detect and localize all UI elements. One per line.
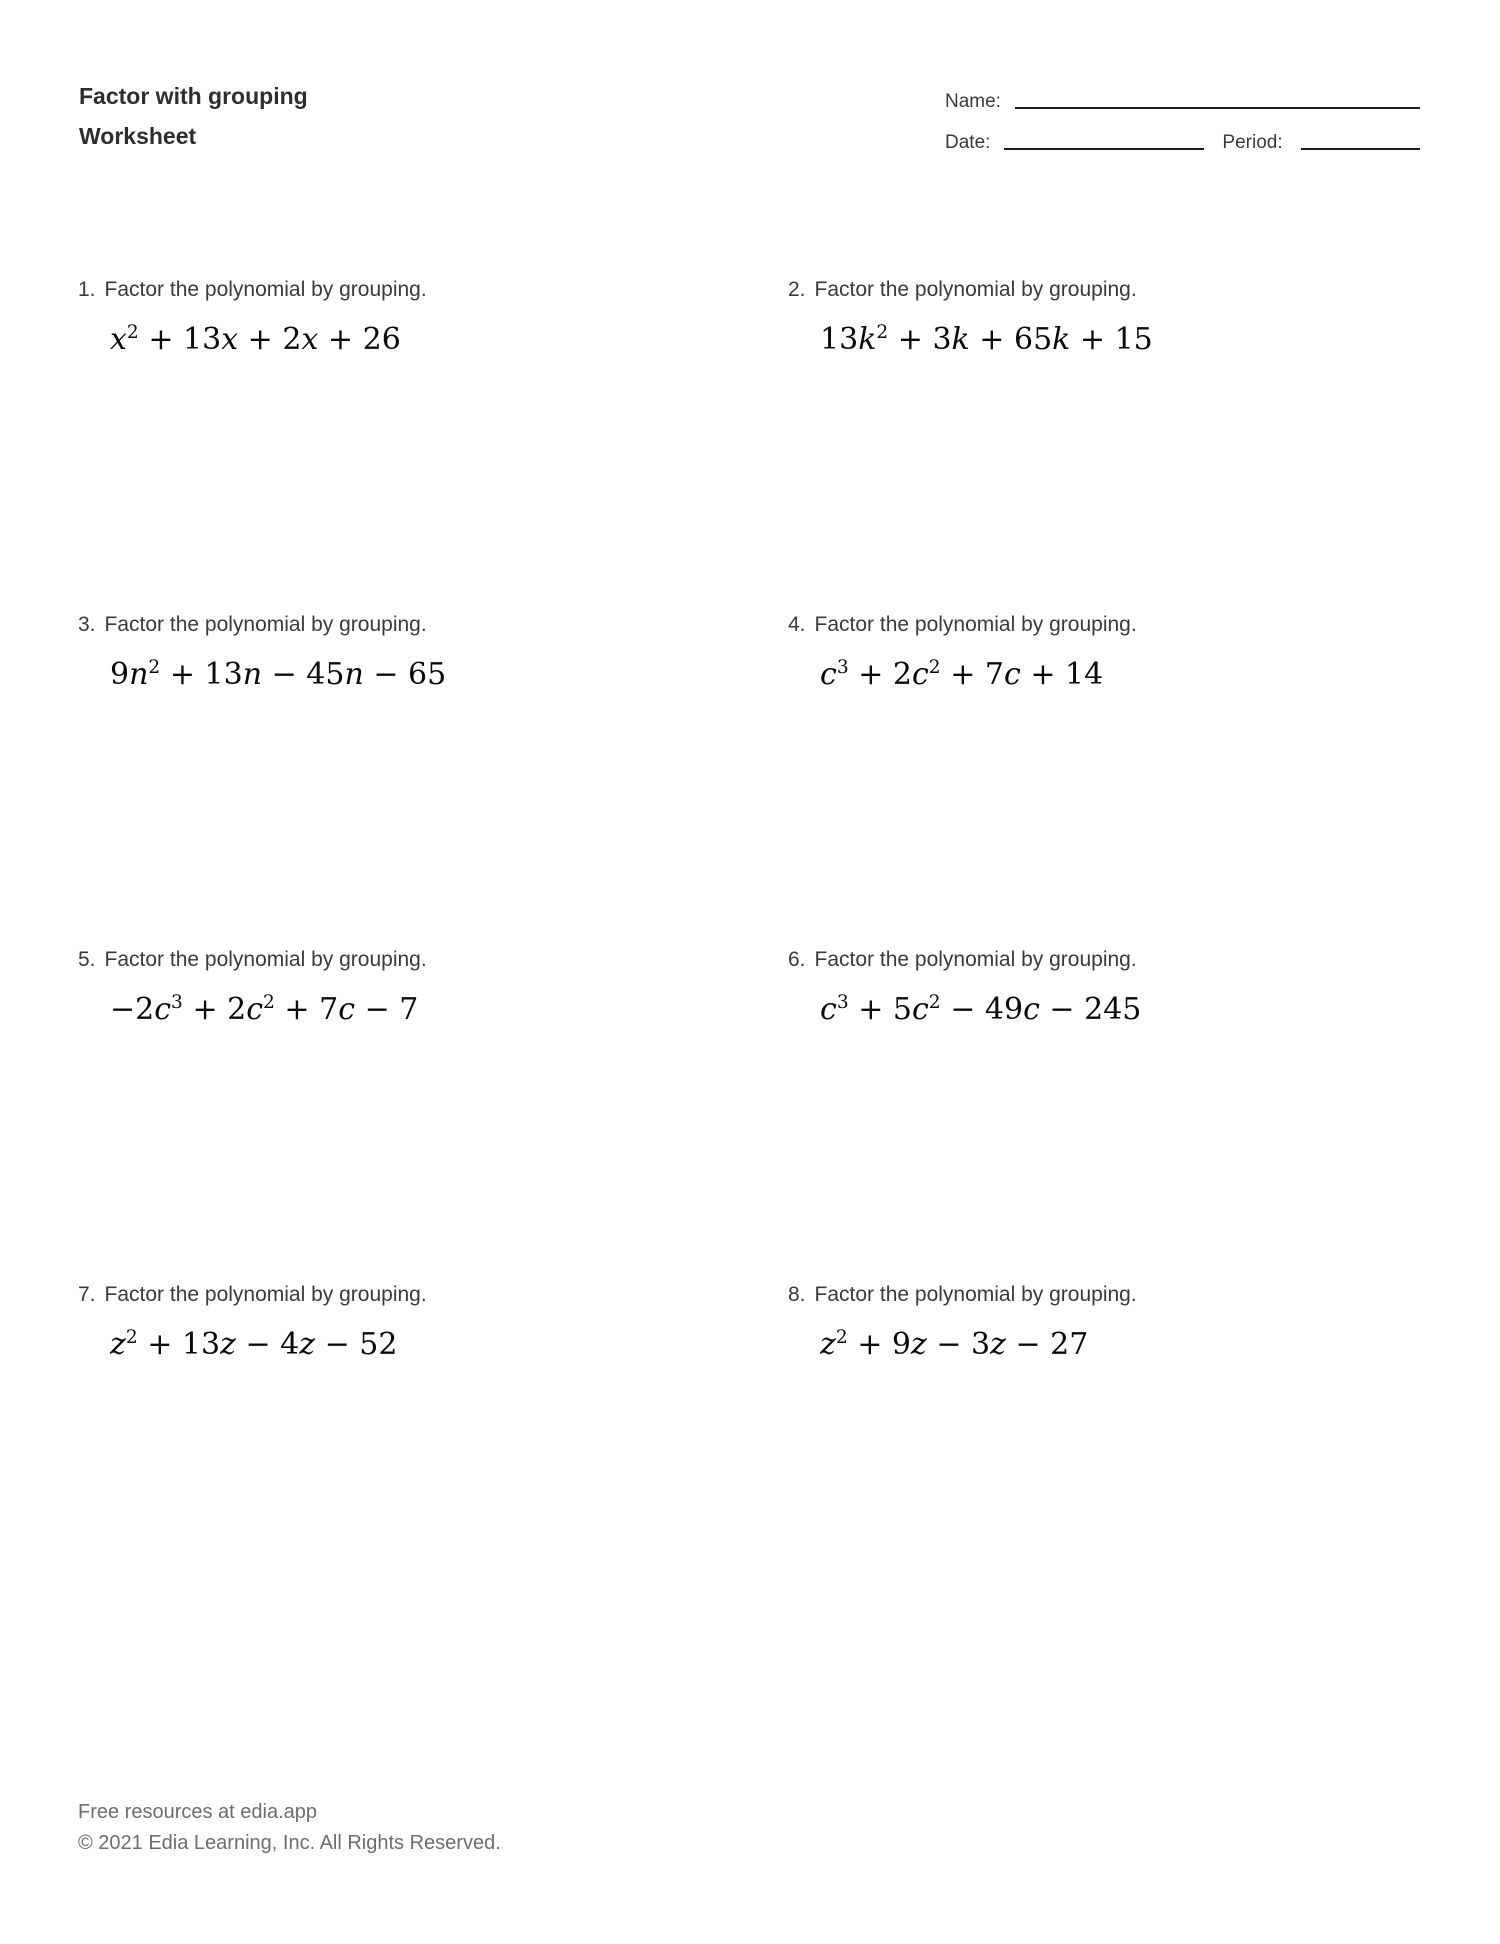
problem-expression: $z^2 + 13z - 4z - 52$ [110, 1327, 398, 1362]
footer-copyright-text: © 2021 Edia Learning, Inc. All Rights Reserved. [78, 1832, 501, 1854]
student-info [945, 90, 1420, 155]
name-row [945, 90, 1420, 114]
problem-expression: $c^3 + 5c^2 - 49c - 245$ [820, 992, 1142, 1027]
problem-number: 3. [78, 613, 96, 636]
name-blank-line [1015, 106, 1420, 109]
prompt-text: Factor the polynomial by grouping. [104, 948, 427, 971]
problem-item-1 [78, 276, 788, 359]
problem-number: 2. [788, 278, 806, 301]
date-period-row [945, 131, 1420, 155]
problem-item-8 [788, 1281, 1418, 1364]
title-line-1: Factor with grouping [79, 83, 308, 109]
problems-grid [78, 276, 1418, 1616]
footer [78, 1797, 501, 1859]
problem-item-5 [78, 946, 788, 1029]
problem-prompt [788, 946, 1418, 974]
problem-number: 5. [78, 948, 96, 971]
problem-number: 6. [788, 948, 806, 971]
problem-item-6 [788, 946, 1418, 1029]
problem-item-7 [78, 1281, 788, 1364]
prompt-text: Factor the polynomial by grouping. [104, 1283, 427, 1306]
problem-prompt [78, 611, 788, 639]
date-blank-line [1004, 147, 1204, 150]
problem-item-2 [788, 276, 1418, 359]
problem-expression: $z^2 + 9z - 3z - 27$ [820, 1327, 1089, 1362]
problem-number: 8. [788, 1283, 806, 1306]
problem-item-3 [78, 611, 788, 694]
prompt-text: Factor the polynomial by grouping. [814, 613, 1137, 636]
problem-prompt [788, 611, 1418, 639]
problem-number: 4. [788, 613, 806, 636]
date-label: Date: [945, 132, 991, 153]
problem-prompt [788, 1281, 1418, 1309]
problem-item-4 [788, 611, 1418, 694]
problem-expression: $x^2 + 13x + 2x + 26$ [110, 322, 401, 357]
footer-resources-text: Free resources at edia.app [78, 1801, 318, 1823]
worksheet-title [79, 76, 308, 156]
prompt-text: Factor the polynomial by grouping. [814, 278, 1137, 301]
prompt-text: Factor the polynomial by grouping. [104, 613, 427, 636]
prompt-text: Factor the polynomial by grouping. [104, 278, 427, 301]
problem-prompt [78, 276, 788, 304]
problem-prompt [78, 946, 788, 974]
problem-number: 1. [78, 278, 96, 301]
title-line-2: Worksheet [79, 123, 197, 149]
period-blank-line [1301, 147, 1420, 150]
problem-expression: $c^3 + 2c^2 + 7c + 14$ [820, 657, 1104, 692]
problem-expression: $-2c^3 + 2c^2 + 7c - 7$ [110, 992, 419, 1027]
problem-expression: $13k^2 + 3k + 65k + 15$ [820, 322, 1153, 357]
problem-number: 7. [78, 1283, 96, 1306]
problem-prompt [78, 1281, 788, 1309]
period-label: Period: [1222, 132, 1283, 153]
name-label: Name: [945, 91, 1001, 112]
prompt-text: Factor the polynomial by grouping. [814, 1283, 1137, 1306]
prompt-text: Factor the polynomial by grouping. [814, 948, 1137, 971]
problem-expression: $9n^2 + 13n - 45n - 65$ [110, 657, 447, 692]
problem-prompt [788, 276, 1418, 304]
